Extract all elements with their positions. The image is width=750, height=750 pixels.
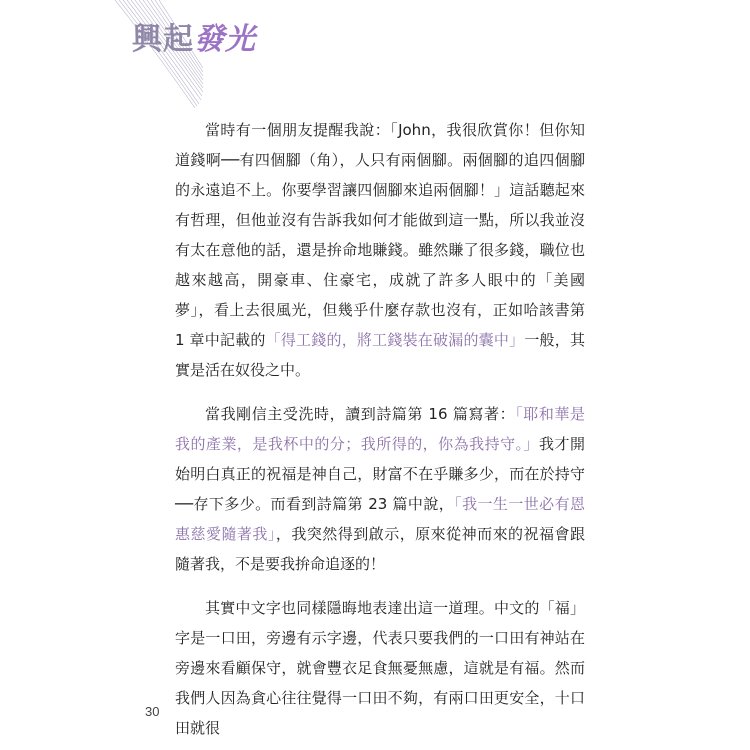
paragraph-text: 我才開始明白真正的祝福是神自己，財富不在乎賺多少，而在於持守──存下多少。而看到詩篇第 23 篇中說， — [175, 435, 585, 513]
scripture-quote: 「我一生一世必有恩惠慈愛隨著我」 — [175, 495, 585, 543]
body-text — [175, 115, 585, 750]
scripture-quote: 「得工錢的，將工錢裝在破漏的囊中」 — [265, 331, 525, 349]
paragraph-text: 當時有一個朋友提醒我說：「John，我很欣賞你！但你知道錢啊──有四個腳（角），人只有兩個腳。兩個腳的追四個腳的永遠追不上。你要學習讓四個腳來追兩個腳！」這話聽起來有哲理，但他並沒有告訴我如何才能做到這一點，所以我並沒有太在意他的話，還是拚命地賺錢。雖然賺了很多錢，職位也越來越高，開豪車、住豪宅，成就了許多人眼中的「美國夢」，看上去很風光，但幾乎什麼存款也沒有，正如哈該書第 1 章中記載的 — [175, 121, 585, 349]
paragraph-text: 其實中文字也同樣隱晦地表達出這一道理。中文的「福」字是一口田，旁邊有示字邊，代表只要我們的一口田有神站在旁邊來看顧保守，就會豐衣足食無憂無慮，這就是有福。然而我們人因為貪心往往覺得一口田不夠，有兩口田更安全，十口田就很 — [175, 599, 585, 737]
header-title-part2: 發光 — [194, 22, 256, 57]
page-number: 30 — [145, 704, 160, 719]
paragraph-text: 當我剛信主受洗時，讀到詩篇第 16 篇寫著： — [205, 405, 516, 423]
running-header-title — [132, 14, 256, 58]
header-title-part1: 興起 — [132, 22, 194, 57]
paragraph-2 — [175, 399, 585, 579]
paragraph-1 — [175, 115, 585, 385]
paragraph-3 — [175, 593, 585, 743]
paragraph-text: ，我突然得到啟示，原來從神而來的祝福會跟隨著我，不是要我拚命追逐的！ — [175, 525, 585, 573]
scripture-quote: 「耶和華是我的產業，是我杯中的分；我所得的，你為我持守。」 — [175, 405, 585, 453]
paragraph-text: 一般，其實是活在奴役之中。 — [175, 331, 585, 379]
